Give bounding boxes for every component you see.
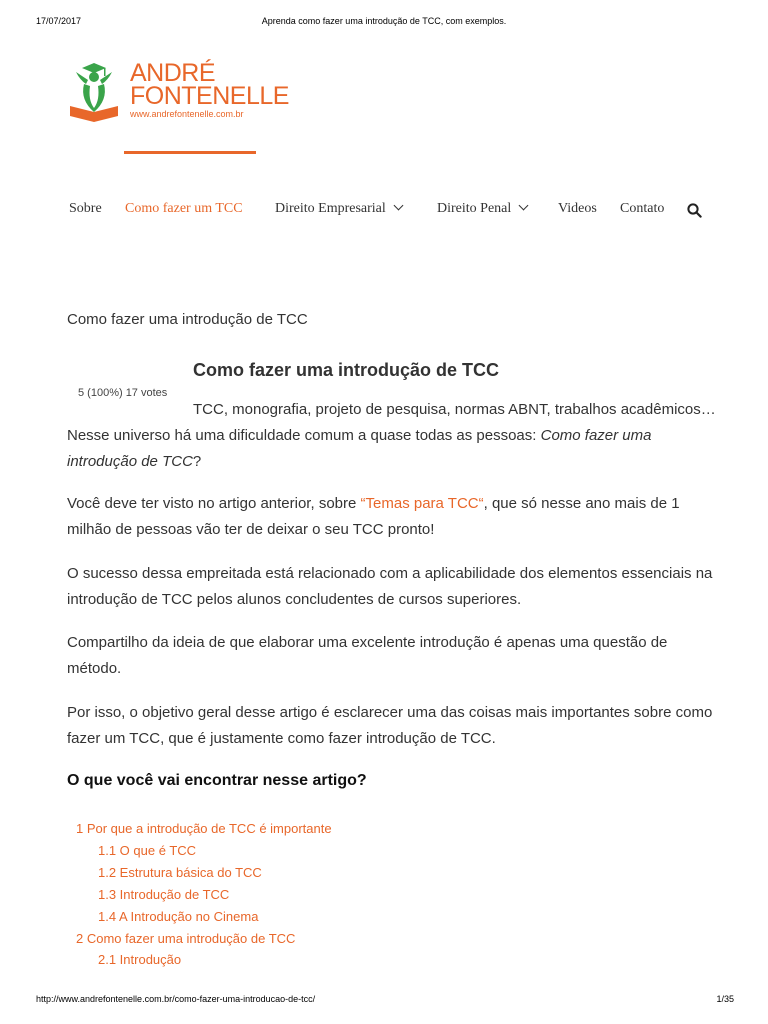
toc-item[interactable]: 1.1 O que é TCC (98, 842, 197, 858)
paragraph-temas (67, 491, 717, 543)
chevron-down-icon (393, 201, 403, 211)
chevron-down-icon (519, 201, 529, 211)
toc-item[interactable]: 1.4 A Introdução no Cinema (98, 908, 259, 924)
toc-item[interactable]: 2.1 Introdução (98, 952, 182, 968)
print-url: http://www.andrefontenelle.com.br/como-fazer-uma-introducao-de-tcc/ (36, 994, 316, 1004)
logo-graduate-icon (66, 60, 126, 124)
toc-item[interactable]: 2 Como fazer uma introdução de TCC (76, 930, 296, 946)
nav-item-label: Direito Penal (437, 201, 512, 216)
paragraph-text: Você deve ter visto no artigo anterior, sobre (67, 495, 361, 512)
paragraph-text: , que só nesse ano mais de 1 milhão de pessoas vão ter de deixar o seu TCC pronto! (67, 495, 680, 538)
site-logo[interactable] (66, 59, 289, 130)
toc-item[interactable]: 1.2 Estrutura básica do TCC (98, 864, 262, 880)
logo-divider (124, 151, 256, 154)
logo-url: www.andrefontenelle.com.br (130, 109, 244, 119)
print-page-number: 1/35 (716, 994, 734, 1004)
article-title: Como fazer uma introdução de TCC (193, 360, 500, 380)
print-page-title: Aprenda como fazer uma introdução de TCC, com exemplos. (261, 16, 507, 26)
page-heading: Como fazer uma introdução de TCC (67, 311, 308, 328)
paragraph-sucesso: O sucesso dessa empreitada está relacionado com a aplicabilidade dos elementos essenciais na introdução de TCC pelos alunos concludentes de cursos superiores. (67, 565, 713, 608)
toc-item[interactable]: 1 Por que a introdução de TCC é importante (76, 821, 332, 836)
paragraph-text: TCC, monografia, projeto de pesquisa, normas ABNT, trabalhos acadêmicos… Nesse universo há uma dificuldade comum a quase todas as pessoas: (67, 401, 716, 444)
nav-item-videos[interactable]: Videos (558, 201, 597, 216)
nav-item-label: Direito Empresarial (275, 201, 386, 216)
logo-text (130, 59, 289, 119)
emphasis-text: Como fazer uma introdução de TCC (67, 427, 652, 470)
nav-item-contato[interactable]: Contato (620, 201, 665, 216)
nav-item-sobre[interactable]: Sobre (69, 201, 102, 216)
paragraph-end: ? (192, 453, 202, 470)
rating-votes: 5 (100%) 17 votes (78, 387, 168, 399)
paragraph-objetivo: Por isso, o objetivo geral desse artigo é esclarecer uma das coisas mais importantes sobre como fazer um TCC, que é justamente como fazer introdução de TCC. (67, 704, 713, 747)
search-icon[interactable] (687, 203, 702, 218)
logo-name-last: FONTENELLE (130, 82, 289, 110)
table-of-contents (76, 818, 332, 971)
logo-name-first: ANDRÉ (130, 59, 216, 87)
section-heading: O que você vai encontrar nesse artigo? (67, 772, 367, 789)
print-date: 17/07/2017 (36, 16, 82, 26)
paragraph-intro (67, 397, 717, 475)
paragraph-metodo: Compartilho da ideia de que elaborar uma excelente introdução é apenas uma questão de método. (67, 634, 668, 677)
link-temas-para-tcc[interactable]: “Temas para TCC“ (360, 495, 484, 512)
toc-item[interactable]: 1.3 Introdução de TCC (98, 886, 230, 902)
nav-item-direito-empresarial[interactable] (275, 201, 402, 217)
nav-item-direito-penal[interactable] (437, 201, 527, 217)
nav-item-como-fazer-tcc[interactable]: Como fazer um TCC (125, 201, 243, 216)
